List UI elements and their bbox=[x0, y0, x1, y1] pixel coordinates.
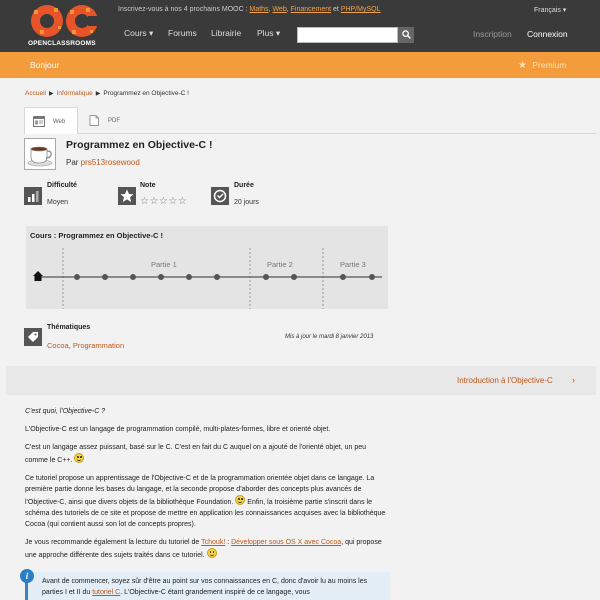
promo-text: Inscrivez-vous à nos 4 prochains MOOC : bbox=[118, 6, 250, 13]
themes-label: Thématiques bbox=[47, 324, 91, 331]
info-icon: i bbox=[20, 569, 34, 583]
format-tabs bbox=[24, 107, 596, 134]
smiley-icon bbox=[235, 495, 245, 505]
tag-icon bbox=[24, 328, 42, 346]
themes-icon bbox=[24, 328, 42, 346]
difficulty-value: Moyen bbox=[47, 199, 69, 206]
breadcrumb bbox=[25, 90, 189, 97]
chapter-dot[interactable] bbox=[214, 274, 220, 280]
chapter-dot[interactable] bbox=[102, 274, 108, 280]
premium-link[interactable] bbox=[518, 60, 566, 71]
last-updated: Mis à jour le mardi 8 janvier 2013 bbox=[285, 334, 374, 340]
duration-label: Durée bbox=[234, 182, 254, 189]
home-icon[interactable] bbox=[33, 271, 43, 281]
promo-link-php[interactable]: PHP/MySQL bbox=[340, 6, 381, 13]
difficulty-icon bbox=[24, 187, 42, 205]
theme-link-programmation[interactable]: Programmation bbox=[72, 341, 125, 350]
rating-label: Note bbox=[140, 182, 156, 189]
signup-link[interactable]: Inscription bbox=[473, 29, 512, 39]
breadcrumb-separator-icon: ▶ bbox=[95, 91, 101, 97]
outline-timeline bbox=[26, 240, 388, 309]
difficulty-label: Difficulté bbox=[47, 182, 77, 189]
part-3-label[interactable]: Partie 3 bbox=[340, 260, 366, 269]
info-text bbox=[42, 576, 387, 598]
search-input[interactable] bbox=[297, 27, 398, 43]
breadcrumb-category[interactable]: Informatique bbox=[56, 90, 93, 97]
star-icon bbox=[118, 187, 136, 205]
rating-icon bbox=[118, 187, 136, 205]
intro-paragraph-1: L'Objective-C est un langage de programmation compilé, multi-plates-formes, libre et orienté objet. bbox=[25, 426, 331, 433]
mooc-promo: Inscrivez-vous à nos 4 prochains MOOC : Maths, Web, Financement et PHP/MySQL bbox=[118, 6, 381, 13]
nav-plus[interactable]: Plus ▾ bbox=[257, 28, 281, 38]
paragraph-4-prefix: Je vous recommande également la lecture du tutoriel de bbox=[25, 539, 202, 546]
author-link[interactable]: prs513rosewood bbox=[80, 158, 140, 167]
breadcrumb-current: Programmez en Objective-C ! bbox=[103, 90, 189, 97]
nav-librairie[interactable]: Librairie bbox=[211, 28, 242, 38]
chapter-dot[interactable] bbox=[369, 274, 375, 280]
theme-link-cocoa[interactable]: Cocoa bbox=[47, 341, 69, 350]
theme-separator: , bbox=[68, 341, 73, 350]
login-link[interactable]: Connexion bbox=[527, 29, 568, 39]
pdf-file-icon bbox=[88, 115, 100, 126]
tutoriel-c-link[interactable]: tutoriel C bbox=[92, 589, 121, 596]
tab-web[interactable] bbox=[24, 107, 78, 134]
intro-paragraph-4 bbox=[25, 537, 390, 561]
next-chapter-link[interactable]: Introduction à l'Objective-C bbox=[457, 376, 553, 385]
themes-links bbox=[47, 341, 124, 350]
breadcrumb-separator-icon: ▶ bbox=[48, 91, 54, 97]
openclassrooms-logo[interactable] bbox=[28, 4, 100, 48]
duration-value: 20 jours bbox=[234, 199, 259, 206]
paragraph-4-mid: : bbox=[225, 539, 232, 546]
author-byline bbox=[66, 158, 140, 167]
paragraph-3-text-a: Ce tutoriel propose un apprentissage de l'Objective-C et de la programmation orientée objet dans ce langage. La première partie donne les bases du langage, et la seconde propose d'aborder des concepts plus avancés de l'Objective-C, ainsi que divers objets de la bibliothèque Foundation. bbox=[25, 475, 375, 506]
smiley-icon bbox=[74, 453, 84, 463]
chapter-dot[interactable] bbox=[291, 274, 297, 280]
chapter-dot[interactable] bbox=[74, 274, 80, 280]
promo-link-web[interactable]: Web bbox=[272, 6, 287, 13]
search-icon bbox=[402, 30, 411, 39]
user-bar bbox=[0, 52, 600, 78]
clock-icon bbox=[211, 187, 229, 205]
course-thumbnail bbox=[24, 138, 56, 170]
part-2-label[interactable]: Partie 2 bbox=[267, 260, 293, 269]
coffee-cup-icon bbox=[25, 139, 55, 169]
chevron-right-icon[interactable]: › bbox=[572, 375, 575, 385]
search-button[interactable] bbox=[398, 27, 414, 43]
intro-question: C'est quoi, l'Objective-C ? bbox=[25, 408, 106, 415]
star-icon: ★ bbox=[518, 60, 527, 71]
intro-paragraph-3 bbox=[25, 473, 390, 530]
promo-link-financement[interactable]: Financement bbox=[290, 6, 332, 13]
nav-forums[interactable]: Forums bbox=[168, 28, 197, 38]
tchouk-link[interactable]: Tchouk! bbox=[201, 539, 226, 546]
premium-label: Premium bbox=[532, 60, 567, 70]
chapter-dot[interactable] bbox=[130, 274, 136, 280]
info-prefix: Avant de commencer, soyez sûr d'être au point sur vos connaissances en C, donc d'avoir lu au moins les parties I et II du bbox=[42, 578, 368, 596]
smiley-icon bbox=[207, 548, 217, 558]
chapter-dot[interactable] bbox=[158, 274, 164, 280]
info-suffix: . L'Objective-C étant grandement inspiré de ce langage, vous bbox=[120, 589, 310, 596]
tab-web-label: Web bbox=[53, 119, 66, 125]
part-1-label[interactable]: Partie 1 bbox=[151, 260, 177, 269]
rating-stars[interactable]: ☆☆☆☆☆ bbox=[140, 196, 188, 207]
breadcrumb-home[interactable]: Accueil bbox=[25, 90, 46, 97]
paragraph-4-suffix: , qui propose une approche différente des sujets traités dans ce tutoriel. bbox=[25, 539, 382, 559]
paragraph-2-text: C'est un langage assez puissant, basé sur le C. C'est en fait du C auquel on a ajouté de l'orienté objet, un peu comme le C++. bbox=[25, 444, 367, 464]
bar-chart-icon bbox=[24, 187, 42, 205]
byline-prefix: Par bbox=[66, 158, 81, 167]
nav-cours[interactable]: Cours ▾ bbox=[124, 28, 154, 38]
chapter-dot[interactable] bbox=[263, 274, 269, 280]
tab-pdf-label: PDF bbox=[108, 118, 120, 124]
promo-link-maths[interactable]: Maths bbox=[249, 6, 269, 13]
cocoa-tutorial-link[interactable]: Développer sous OS X avec Cocoa bbox=[231, 539, 342, 546]
greeting: Bonjour bbox=[30, 60, 60, 70]
page-title: Programmez en Objective-C ! bbox=[66, 139, 213, 151]
chapter-dot[interactable] bbox=[186, 274, 192, 280]
paragraph-3-text-b: Enfin, la troisième partie s'inscrit dans le schéma des tutoriels de ce site et propose de mettre en application les connaissances acquises avec la bibliothèque Cocoa (qui contient aussi son lot de concepts propres). bbox=[25, 499, 386, 528]
oc-logo-icon bbox=[30, 4, 100, 38]
duration-icon bbox=[211, 187, 229, 205]
language-selector[interactable]: Français ▾ bbox=[534, 7, 567, 14]
web-page-icon bbox=[33, 116, 45, 127]
outline-title: Cours : Programmez en Objective-C ! bbox=[30, 231, 163, 240]
intro-paragraph-2 bbox=[25, 442, 390, 466]
tab-pdf[interactable] bbox=[80, 107, 130, 134]
chapter-dot[interactable] bbox=[340, 274, 346, 280]
logo-wordmark: OPENCLASSROOMS bbox=[28, 40, 96, 47]
